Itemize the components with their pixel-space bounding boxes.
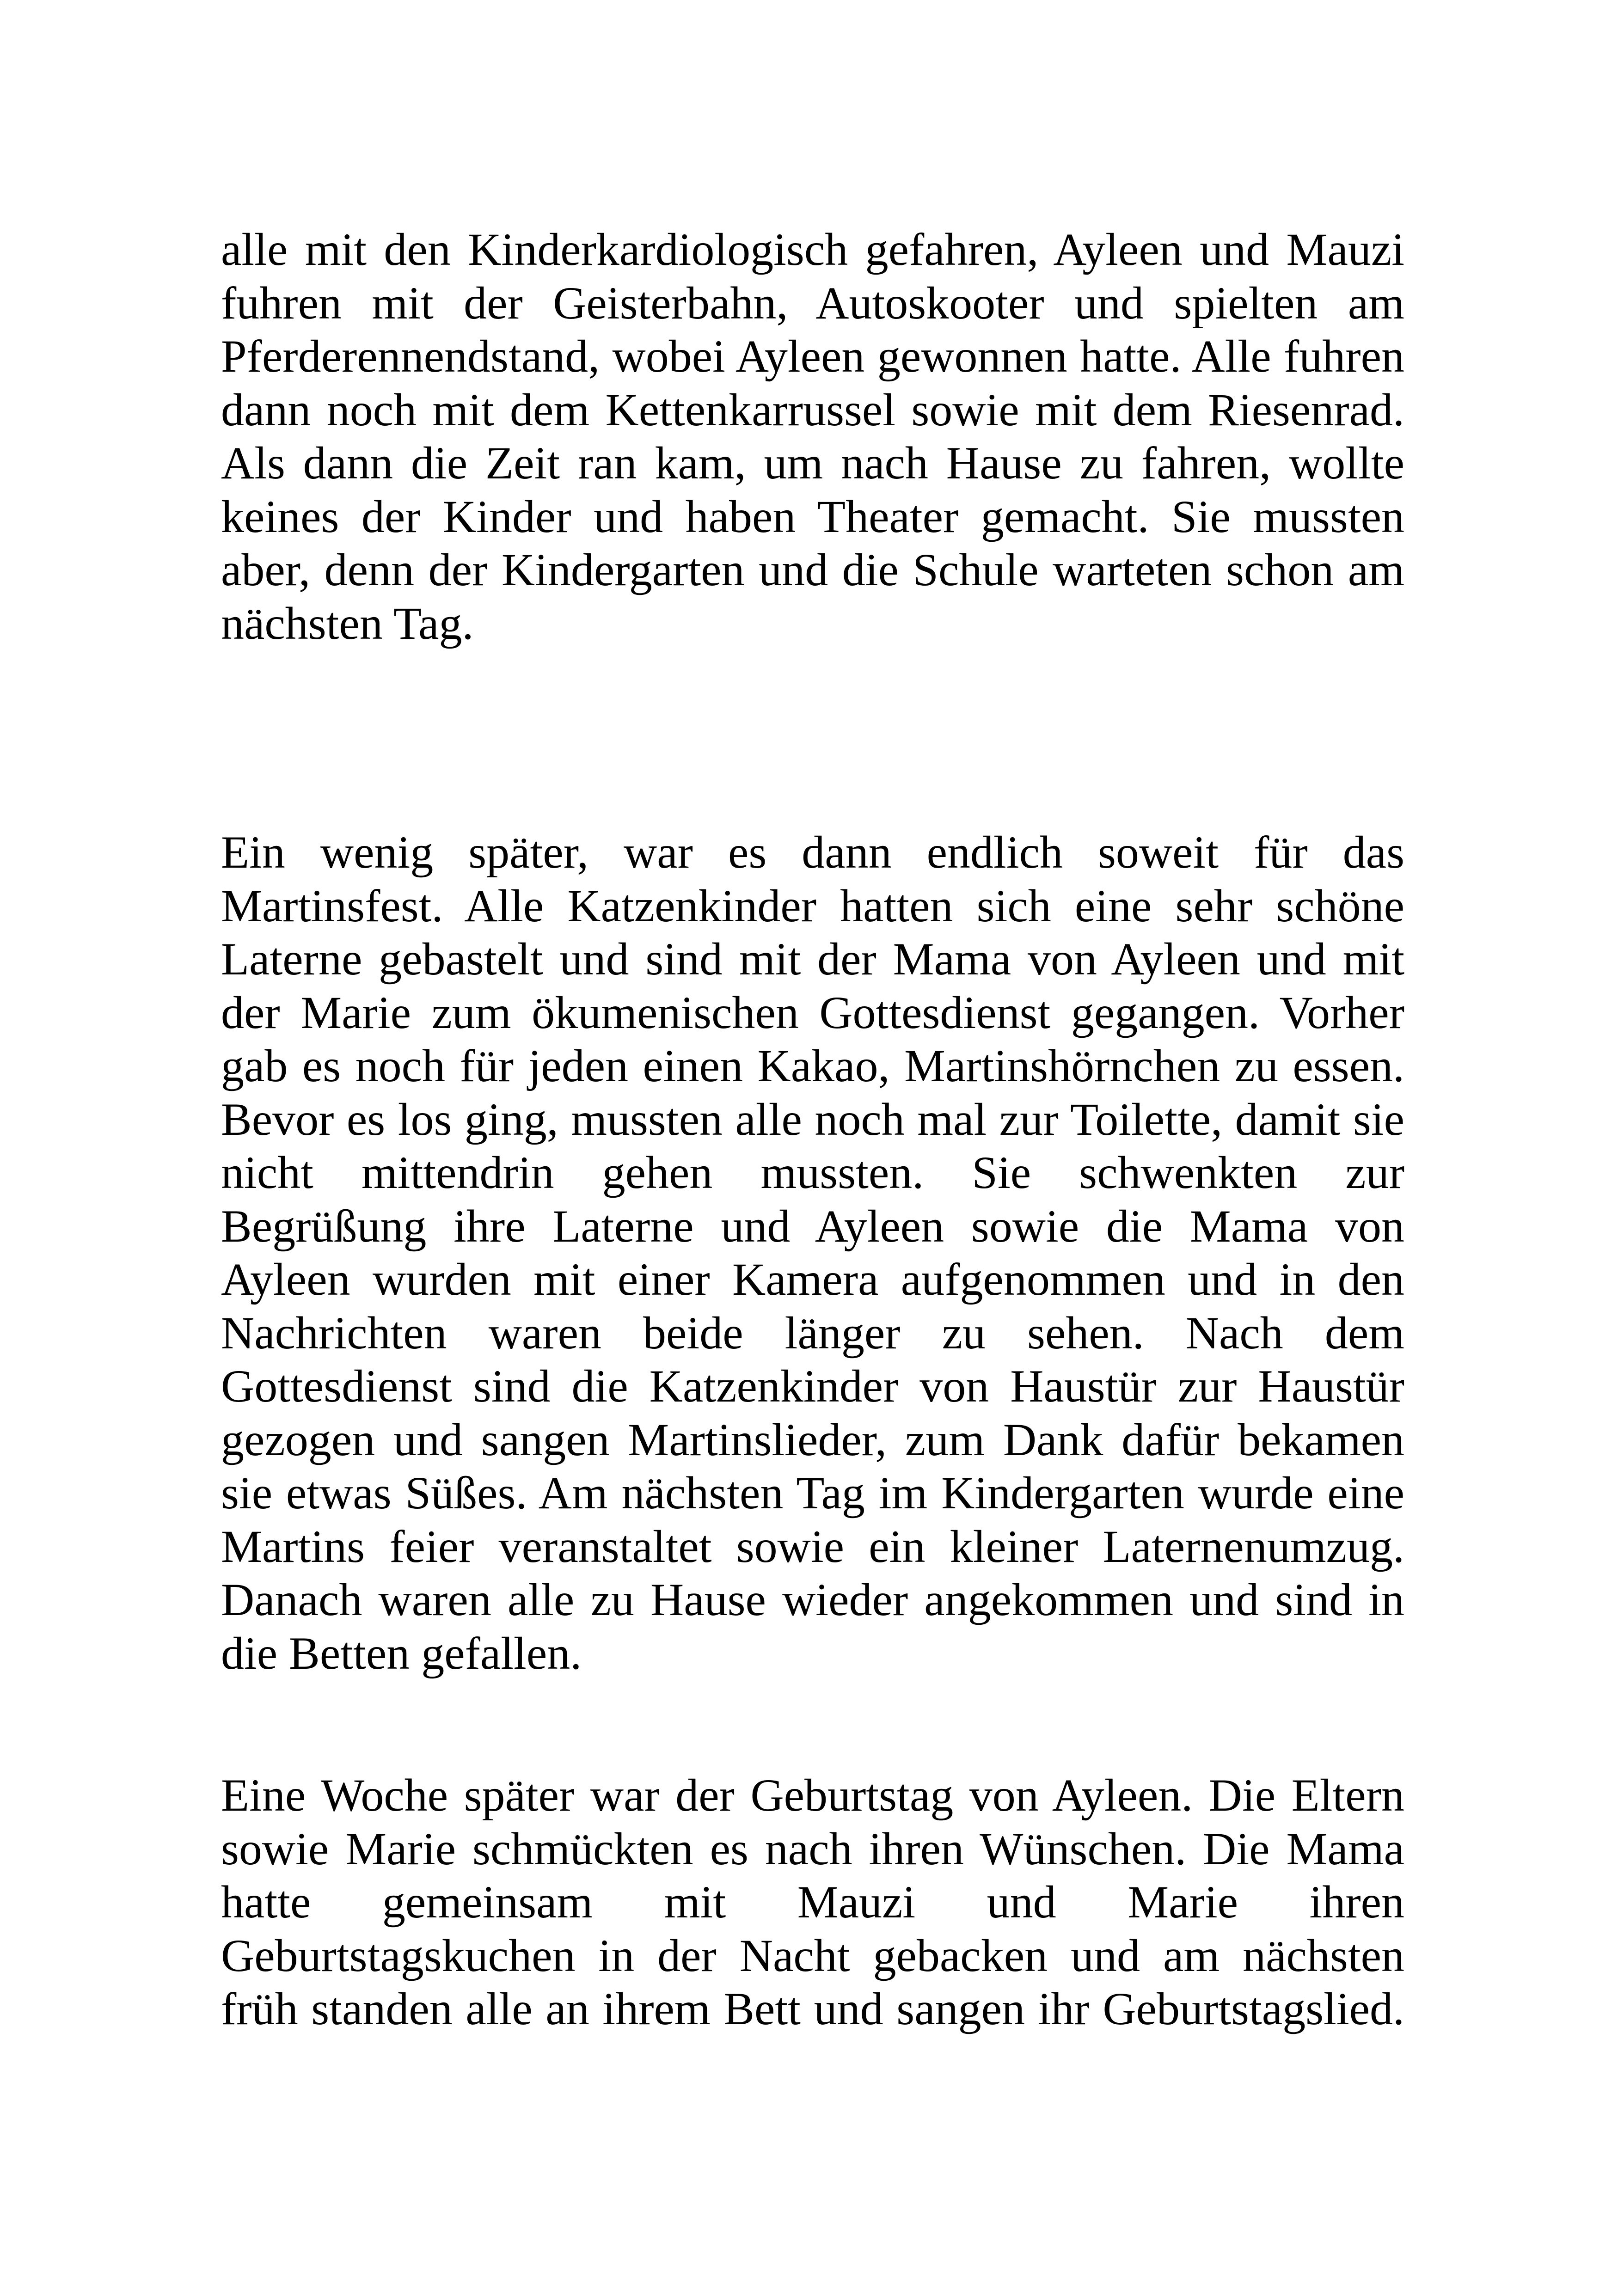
text-line: aber, denn der Kindergarten und die Schule warteten schon am	[221, 544, 1404, 595]
text-line: Ayleen wurden mit einer Kamera aufgenommen und in den	[221, 1254, 1404, 1305]
paragraph-1	[221, 223, 1404, 650]
text-line: die Betten gefallen.	[221, 1627, 582, 1679]
text-line: Geburtstagskuchen in der Nacht gebacken und am nächsten	[221, 1929, 1404, 1981]
text-line: nächsten Tag.	[221, 597, 474, 649]
text-line: gab es noch für jeden einen Kakao, Martinshörnchen zu essen.	[221, 1040, 1404, 1091]
text-line: Pferderennendstand, wobei Ayleen gewonnen hatte. Alle fuhren	[221, 331, 1404, 382]
text-line: nicht mittendrin gehen mussten. Sie schwenkten zur	[221, 1147, 1404, 1198]
text-line: Als dann die Zeit ran kam, um nach Hause zu fahren, wollte	[221, 437, 1404, 489]
text-line: Laterne gebastelt und sind mit der Mama von Ayleen und mit	[221, 933, 1404, 985]
text-line: Danach waren alle zu Hause wieder angekommen und sind in	[221, 1574, 1404, 1625]
paragraph-2	[221, 826, 1404, 1680]
paragraph-3	[221, 1769, 1404, 2036]
text-line: Nachrichten waren beide länger zu sehen. Nach dem	[221, 1307, 1404, 1359]
text-line: Ein wenig später, war es dann endlich soweit für das	[221, 827, 1404, 878]
text-line: Martinsfest. Alle Katzenkinder hatten sich eine sehr schöne	[221, 880, 1404, 931]
text-line: Eine Woche später war der Geburtstag von Ayleen. Die Eltern	[221, 1769, 1404, 1821]
text-line: gezogen und sangen Martinslieder, zum Dank dafür bekamen	[221, 1414, 1404, 1465]
text-line: keines der Kinder und haben Theater gemacht. Sie mussten	[221, 490, 1404, 542]
text-line: sowie Marie schmückten es nach ihren Wünschen. Die Mama	[221, 1823, 1404, 1874]
text-line: sie etwas Süßes. Am nächsten Tag im Kindergarten wurde eine	[221, 1467, 1404, 1518]
text-line: der Marie zum ökumenischen Gottesdienst gegangen. Vorher	[221, 986, 1404, 1038]
text-line: früh standen alle an ihrem Bett und sangen ihr Geburtstagslied.	[221, 1983, 1404, 2034]
text-line: alle mit den Kinderkardiologisch gefahren, Ayleen und Mauzi	[221, 224, 1404, 275]
text-line: Martins feier veranstaltet sowie ein kleiner Laternenumzug.	[221, 1520, 1404, 1572]
text-line: dann noch mit dem Kettenkarrussel sowie mit dem Riesenrad.	[221, 384, 1404, 435]
text-line: Begrüßung ihre Laterne und Ayleen sowie die Mama von	[221, 1200, 1404, 1252]
text-line: hatte gemeinsam mit Mauzi und Marie ihren	[221, 1876, 1404, 1928]
text-line: Bevor es los ging, mussten alle noch mal zur Toilette, damit sie	[221, 1093, 1404, 1145]
text-line: Gottesdienst sind die Katzenkinder von Haustür zur Haustür	[221, 1360, 1404, 1412]
text-line: fuhren mit der Geisterbahn, Autoskooter und spielten am	[221, 277, 1404, 329]
